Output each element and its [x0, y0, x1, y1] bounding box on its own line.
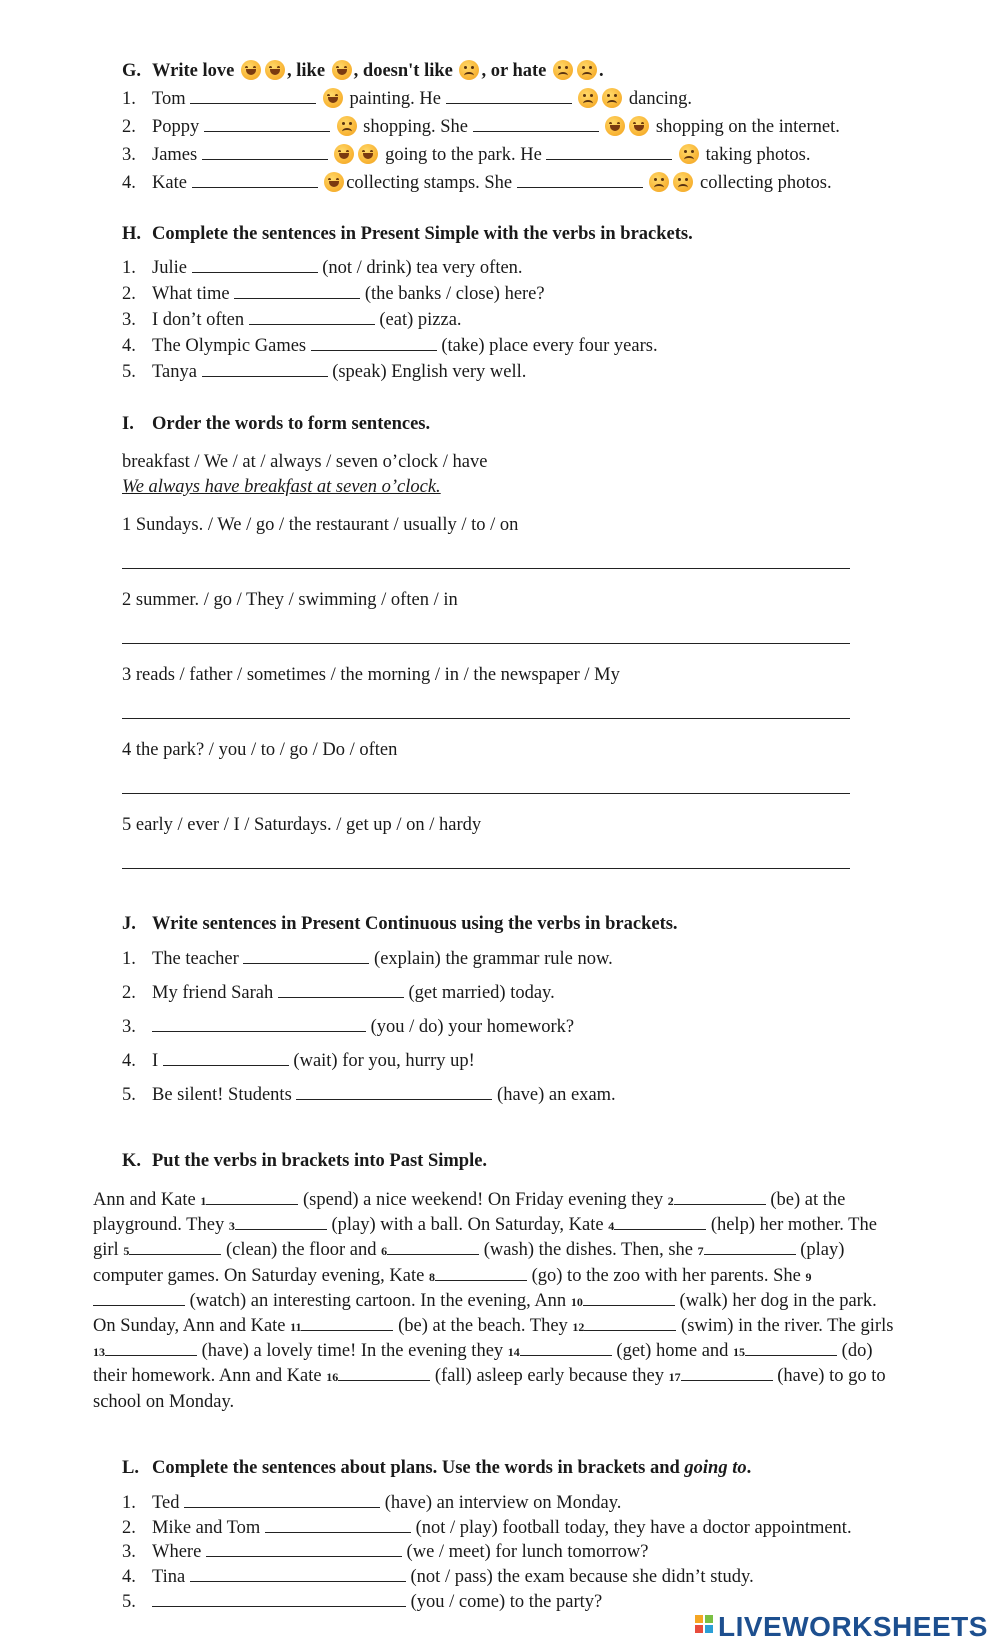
smiley-face-icon — [241, 60, 261, 80]
answer-line[interactable] — [122, 643, 850, 644]
gap-number: 6 — [381, 1244, 388, 1259]
answer-line[interactable] — [122, 868, 850, 869]
answer-blank[interactable] — [206, 1189, 298, 1205]
paragraph-text: (spend) a nice weekend! On Friday evening they — [298, 1190, 668, 1210]
smiley-face-icon — [334, 144, 354, 164]
answer-blank[interactable] — [152, 1591, 406, 1607]
section-g-heading: G. Write love , like , doesn't like , or hate . — [122, 61, 604, 81]
gap-number: 14 — [507, 1345, 520, 1360]
example-words: breakfast / We / at / always / seven o’clock / have — [122, 452, 488, 472]
answer-blank[interactable] — [204, 116, 330, 132]
list-item: 4 the park? / you / to / go / Do / often — [122, 740, 398, 760]
list-item: 3 reads / father / sometimes / the morning / in / the newspaper / My — [122, 665, 620, 685]
section-i-heading: I. Order the words to form sentences. — [122, 414, 431, 434]
answer-blank[interactable] — [192, 172, 318, 188]
list-item: 5 early / ever / I / Saturdays. / get up / on / hardy — [122, 815, 482, 835]
sad-face-icon — [673, 172, 693, 192]
section-l-heading: L. Complete the sentences about plans. Use the words in brackets and going to. — [122, 1458, 752, 1478]
sad-face-icon — [578, 88, 598, 108]
answer-blank[interactable] — [265, 1517, 411, 1533]
list-item: 4. The Olympic Games (take) place every four years. — [122, 336, 658, 356]
list-item: 3. Where (we / meet) for lunch tomorrow? — [122, 1542, 649, 1562]
answer-blank[interactable] — [583, 1290, 675, 1306]
answer-blank[interactable] — [435, 1265, 527, 1281]
list-item: 1 Sundays. / We / go / the restaurant / usually / to / on — [122, 515, 519, 535]
list-item: 1. Tom painting. He dancing. — [122, 89, 693, 109]
answer-blank[interactable] — [163, 1050, 289, 1066]
list-item: 1. The teacher (explain) the grammar rule now. — [122, 949, 613, 969]
list-item: 2. Poppy shopping. She shopping on the internet. — [122, 117, 840, 137]
section-h-heading: H. Complete the sentences in Present Simple with the verbs in brackets. — [122, 224, 693, 244]
sad-face-icon — [679, 144, 699, 164]
answer-blank[interactable] — [584, 1315, 676, 1331]
list-item: 2. Mike and Tom (not / play) football today, they have a doctor appointment. — [122, 1518, 852, 1538]
answer-blank[interactable] — [278, 982, 404, 998]
sad-face-icon — [553, 60, 573, 80]
answer-blank[interactable] — [190, 88, 316, 104]
list-item: 5. (you / come) to the party? — [122, 1592, 603, 1612]
gap-number: 8 — [428, 1269, 435, 1284]
answer-blank[interactable] — [614, 1214, 706, 1230]
list-item: 2. What time (the banks / close) here? — [122, 284, 545, 304]
answer-blank[interactable] — [674, 1189, 766, 1205]
gap-number: 12 — [572, 1320, 585, 1335]
list-item: 1. Julie (not / drink) tea very often. — [122, 258, 523, 278]
paragraph-text: (have) a lovely time! In the evening they — [197, 1341, 508, 1362]
paragraph-text: (watch) an interesting cartoon. In the evening, Ann — [185, 1290, 571, 1311]
answer-blank[interactable] — [190, 1566, 406, 1582]
paragraph-text: (be) at the playground. They — [93, 1190, 846, 1236]
answer-blank[interactable] — [704, 1239, 796, 1255]
logo-text: LIVEWORKSHEETS — [718, 1611, 988, 1642]
section-j-heading: J. Write sentences in Present Continuous using the verbs in brackets. — [122, 914, 678, 934]
answer-blank[interactable] — [311, 335, 437, 351]
paragraph-text: (go) to the zoo with her parents. She — [526, 1265, 806, 1286]
paragraph-text: (clean) the floor and — [221, 1240, 382, 1261]
paragraph-text: (help) her mother. The girl — [93, 1215, 877, 1261]
answer-blank[interactable] — [546, 144, 672, 160]
gap-number: 13 — [93, 1345, 105, 1360]
answer-blank[interactable] — [745, 1340, 837, 1356]
smiley-face-icon — [358, 144, 378, 164]
list-item: 2 summer. / go / They / swimming / often / in — [122, 590, 458, 610]
answer-blank[interactable] — [184, 1492, 380, 1508]
paragraph-text: (be) at the beach. They — [393, 1316, 573, 1337]
paragraph-text: (walk) her dog in the park. On Sunday, Ann and Kate — [93, 1290, 877, 1337]
smiley-face-icon — [324, 172, 344, 192]
answer-blank[interactable] — [234, 283, 360, 299]
paragraph-text: (play) with a ball. On Saturday, Kate — [326, 1215, 609, 1236]
paragraph-text: (have) to go to school on Monday. — [93, 1366, 886, 1412]
paragraph-text: (wash) the dishes. Then, she — [479, 1240, 698, 1261]
answer-blank[interactable] — [206, 1541, 402, 1557]
answer-blank[interactable] — [681, 1365, 773, 1381]
answer-blank[interactable] — [129, 1239, 221, 1255]
paragraph-text: (swim) in the river. The girls — [676, 1316, 894, 1337]
sad-face-icon — [602, 88, 622, 108]
gap-number: 2 — [667, 1194, 674, 1208]
smiley-face-icon — [605, 116, 625, 136]
section-letter: G. — [122, 61, 142, 81]
example-answer: We always have breakfast at seven o’clock. — [122, 477, 441, 497]
gap-number: 3 — [228, 1219, 235, 1234]
smiley-face-icon — [323, 88, 343, 108]
gap-number: 9 — [805, 1269, 812, 1284]
list-item: 3. James going to the park. He taking photos. — [122, 145, 811, 165]
paragraph-text: (fall) asleep early because they — [430, 1366, 669, 1387]
answer-line[interactable] — [122, 718, 850, 719]
sad-face-icon — [459, 60, 479, 80]
paragraph-text: (get) home and — [611, 1341, 734, 1362]
gap-number: 10 — [570, 1294, 583, 1309]
gap-number: 15 — [733, 1345, 746, 1360]
gap-fill-paragraph — [93, 1188, 903, 1414]
answer-blank[interactable] — [301, 1315, 393, 1331]
gap-number: 5 — [123, 1244, 130, 1259]
sad-face-icon — [649, 172, 669, 192]
gap-number: 17 — [668, 1370, 681, 1385]
answer-blank[interactable] — [202, 361, 328, 377]
smiley-face-icon — [265, 60, 285, 80]
answer-line[interactable] — [122, 568, 850, 569]
list-item: 3. (you / do) your homework? — [122, 1017, 575, 1037]
answer-blank[interactable] — [338, 1365, 430, 1381]
smiley-face-icon — [332, 60, 352, 80]
answer-blank[interactable] — [192, 257, 318, 273]
gap-number: 7 — [697, 1244, 704, 1259]
sad-face-icon — [577, 60, 597, 80]
list-item: 5. Be silent! Students (have) an exam. — [122, 1085, 616, 1105]
liveworksheets-logo-icon — [695, 1615, 715, 1639]
paragraph-text: Ann and Kate — [93, 1190, 201, 1210]
list-item: 3. I don’t often (eat) pizza. — [122, 310, 462, 330]
answer-blank[interactable] — [446, 88, 572, 104]
list-item: 4. Kate collecting stamps. She collecting photos. — [122, 173, 832, 193]
answer-blank[interactable] — [387, 1239, 479, 1255]
list-item: 5. Tanya (speak) English very well. — [122, 362, 527, 382]
paragraph-text: (play) computer games. On Saturday evening, Kate — [93, 1240, 845, 1286]
answer-blank[interactable] — [152, 1016, 366, 1032]
gap-number: 1 — [200, 1194, 207, 1208]
gap-number: 11 — [290, 1320, 302, 1335]
liveworksheets-logo[interactable] — [695, 1611, 988, 1643]
list-item: 4. I (wait) for you, hurry up! — [122, 1051, 475, 1071]
smiley-face-icon — [629, 116, 649, 136]
list-item: 2. My friend Sarah (get married) today. — [122, 983, 555, 1003]
section-k-heading: K. Put the verbs in brackets into Past Simple. — [122, 1151, 488, 1171]
paragraph-text: (do) their homework. Ann and Kate — [93, 1341, 873, 1387]
list-item: 4. Tina (not / pass) the exam because she didn’t study. — [122, 1567, 754, 1587]
answer-line[interactable] — [122, 793, 850, 794]
answer-blank[interactable] — [105, 1340, 197, 1356]
answer-blank[interactable] — [296, 1084, 492, 1100]
list-item: 1. Ted (have) an interview on Monday. — [122, 1493, 622, 1513]
answer-blank[interactable] — [249, 309, 375, 325]
gap-number: 4 — [608, 1219, 615, 1234]
answer-blank[interactable] — [520, 1340, 612, 1356]
answer-blank[interactable] — [93, 1290, 185, 1306]
answer-blank[interactable] — [517, 172, 643, 188]
answer-blank[interactable] — [202, 144, 328, 160]
answer-blank[interactable] — [235, 1214, 327, 1230]
sad-face-icon — [337, 116, 357, 136]
gap-number: 16 — [326, 1370, 339, 1385]
answer-blank[interactable] — [243, 948, 369, 964]
answer-blank[interactable] — [473, 116, 599, 132]
